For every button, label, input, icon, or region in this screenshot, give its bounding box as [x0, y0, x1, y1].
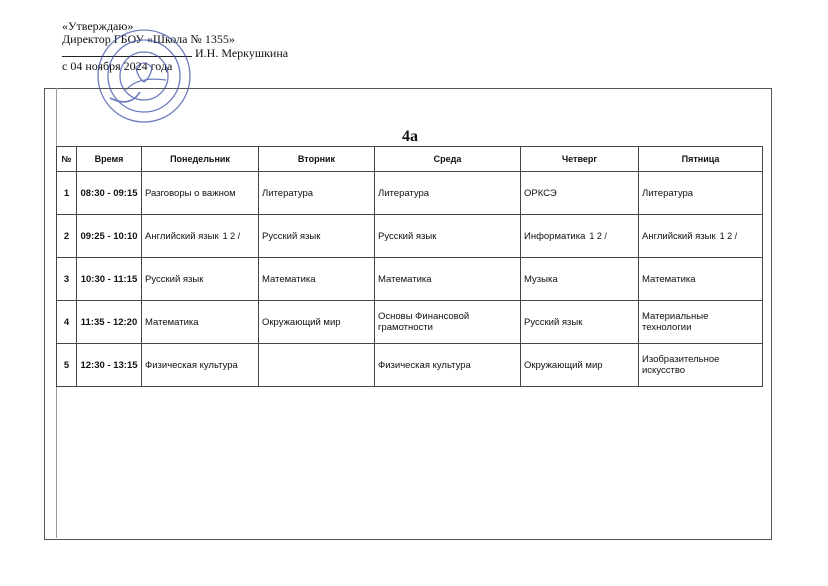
subject-text: Английский язык	[642, 230, 716, 242]
monday-subject: Разговоры о важном	[142, 172, 259, 215]
group-split-mark: 1 2 /	[222, 230, 241, 241]
lesson-time: 08:30 - 09:15	[77, 172, 142, 215]
tuesday-subject	[259, 344, 375, 387]
tuesday-subject: Литература	[259, 172, 375, 215]
schedule-table	[56, 146, 763, 387]
friday-subject: Материальные технологии	[639, 301, 763, 344]
header-monday: Понедельник	[142, 147, 259, 172]
header-time: Время	[77, 147, 142, 172]
monday-subject: Физическая культура	[142, 344, 259, 387]
header-thursday: Четверг	[521, 147, 639, 172]
thursday-subject: ОРКСЭ	[521, 172, 639, 215]
monday-subject	[142, 215, 259, 258]
thursday-subject: Окружающий мир	[521, 344, 639, 387]
friday-subject: Литература	[639, 172, 763, 215]
table-row	[57, 344, 763, 387]
group-split-mark: 1 2 /	[589, 230, 607, 241]
lesson-number: 1	[57, 172, 77, 215]
director-line: Директор ГБОУ «Школа № 1355»	[62, 32, 235, 46]
approval-heading: «Утверждаю»	[62, 19, 134, 33]
effective-date: с 04 ноября 2024 года	[62, 59, 173, 73]
friday-subject	[639, 215, 763, 258]
friday-subject: Изобразительное искусство	[639, 344, 763, 387]
lesson-time: 12:30 - 13:15	[77, 344, 142, 387]
header-num: №	[57, 147, 77, 172]
header-wednesday: Среда	[375, 147, 521, 172]
table-row	[57, 301, 763, 344]
lesson-number: 4	[57, 301, 77, 344]
thursday-subject: Русский язык	[521, 301, 639, 344]
signer-name: И.Н. Меркушкина	[195, 46, 289, 60]
lesson-time: 09:25 - 10:10	[77, 215, 142, 258]
header-tuesday: Вторник	[259, 147, 375, 172]
wednesday-subject: Физическая культура	[375, 344, 521, 387]
monday-subject: Математика	[142, 301, 259, 344]
wednesday-subject: Основы Финансовой грамотности	[375, 301, 521, 344]
thursday-subject	[521, 215, 639, 258]
monday-subject: Русский язык	[142, 258, 259, 301]
tuesday-subject: Математика	[259, 258, 375, 301]
wednesday-subject: Литература	[375, 172, 521, 215]
lesson-time: 10:30 - 11:15	[77, 258, 142, 301]
wednesday-subject: Математика	[375, 258, 521, 301]
friday-subject: Математика	[639, 258, 763, 301]
group-split-mark: 1 2 /	[719, 230, 738, 241]
header-friday: Пятница	[639, 147, 763, 172]
class-title: 4а	[402, 128, 418, 145]
tuesday-subject: Окружающий мир	[259, 301, 375, 344]
lesson-number: 3	[57, 258, 77, 301]
lesson-number: 2	[57, 215, 77, 258]
table-row	[57, 172, 763, 215]
wednesday-subject: Русский язык	[375, 215, 521, 258]
lesson-time: 11:35 - 12:20	[77, 301, 142, 344]
tuesday-subject: Русский язык	[259, 215, 375, 258]
thursday-subject: Музыка	[521, 258, 639, 301]
table-row	[57, 258, 763, 301]
subject-text: Информатика	[524, 230, 586, 242]
lesson-number: 5	[57, 344, 77, 387]
header-row	[57, 147, 763, 172]
subject-text: Английский язык	[145, 230, 219, 242]
table-row	[57, 215, 763, 258]
